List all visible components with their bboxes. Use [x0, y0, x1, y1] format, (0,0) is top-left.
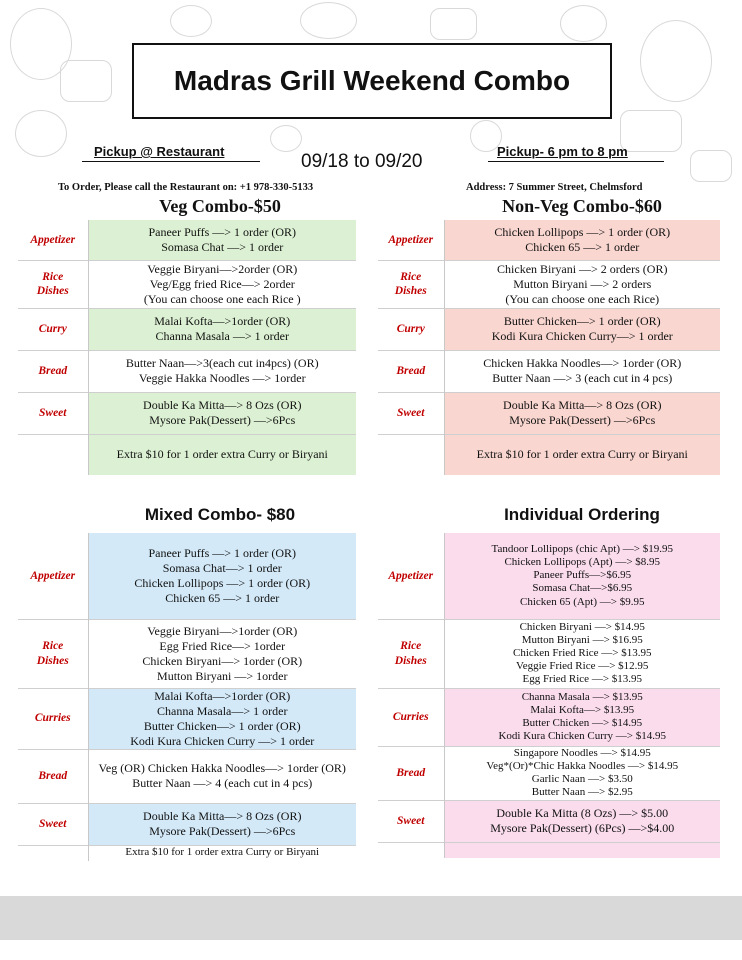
menu-item: Tandoor Lollipops (chic Apt) —> $19.95: [491, 542, 673, 555]
menu-item: Butter Chicken—> 1 order (OR): [143, 718, 301, 733]
nonveg-curry-items: [444, 308, 720, 350]
menu-item: Butter Naan —> 4 (each cut in 4 pcs): [132, 776, 313, 790]
category-label: Appetizer: [30, 569, 76, 582]
menu-item: Mysore Pak(Dessert) —>6Pcs: [509, 413, 656, 427]
individual-row-empty: [378, 842, 720, 858]
veg-row-bread: [18, 350, 356, 392]
mixed-row-extra: [18, 845, 356, 861]
combo-dates: 09/18 to 09/20: [301, 151, 423, 172]
menu-item: Mutton Biryani —> $16.95: [521, 633, 643, 646]
vegetable-doodle: [170, 5, 212, 37]
menu-item: Mutton Biryani —> 2 orders: [513, 276, 652, 291]
category-label-text: Rice Dishes: [394, 640, 427, 667]
menu-item: Veg*(Or)*Chic Hakka Noodles —> $14.95: [486, 759, 679, 772]
menu-item: Chicken Fried Rice —> $13.95: [513, 646, 652, 659]
vegetable-doodle: [620, 110, 682, 152]
menu-item: Butter Chicken—> 1 order (OR): [503, 314, 661, 328]
menu-item: Mysore Pak(Dessert) —>6Pcs: [149, 413, 296, 427]
category-label-text: Rice Dishes: [36, 640, 69, 667]
pickup-location: Pickup @ Restaurant: [94, 144, 225, 159]
individual-row-appetizer: [378, 533, 720, 619]
mixed-row-rice: [18, 619, 356, 688]
menu-item: Kodi Kura Chicken Curry —> 1 order: [130, 733, 315, 748]
menu-item: Butter Naan—>3(each cut in4pcs) (OR): [125, 356, 319, 370]
vegetable-doodle: [60, 60, 112, 102]
category-label: Curries: [378, 688, 444, 746]
mixed-row-appetizer: [18, 533, 356, 619]
nonveg-row-extra: [378, 434, 720, 475]
menu-item: Paneer Puffs —> 1 order (OR): [148, 224, 296, 239]
menu-item: Somasa Chat —> 1 order: [161, 239, 284, 254]
menu-item: Channa Masala —> $13.95: [521, 690, 643, 703]
menu-item: Double Ka Mitta—> 8 Ozs (OR): [503, 398, 662, 412]
individual-ordering-title: Individual Ordering: [504, 505, 660, 524]
menu-item: Chicken Lollipops (Apt) —> $8.95: [504, 555, 661, 568]
nonveg-appetizer-items: [444, 220, 720, 260]
veg-combo-title: Veg Combo-$50: [159, 196, 281, 216]
individual-row-curries: [378, 688, 720, 746]
category-label-text: Rice Dishes: [394, 270, 427, 297]
menu-item: Garlic Naan —> $3.50: [531, 773, 633, 785]
mixed-bread-items: [88, 749, 356, 803]
individual-bread-items: [444, 746, 720, 800]
menu-item: Egg Fried Rice —> $13.95: [522, 673, 643, 686]
mixed-extra-note: [88, 845, 356, 861]
individual-appetizer-items: [444, 533, 720, 619]
menu-item: Veggie Hakka Noodles —> 1order: [138, 371, 306, 385]
menu-item: Malai Kofta—> $13.95: [530, 703, 635, 716]
category-label: Bread: [378, 350, 444, 392]
vegetable-doodle: [640, 20, 712, 102]
category-label: Sweet: [18, 803, 88, 845]
menu-item: Mysore Pak(Dessert) —>6Pcs: [149, 824, 296, 838]
nonveg-row-rice: [378, 260, 720, 308]
menu-item: Chicken 65 —> 1 order: [525, 239, 640, 254]
category-label: [18, 434, 88, 475]
menu-item: Chicken Lollipops —> 1 order (OR): [494, 224, 671, 239]
vegetable-doodle: [430, 8, 477, 40]
mixed-sweet-items: [88, 803, 356, 845]
veg-appetizer-items: [88, 220, 356, 260]
category-label: [378, 260, 444, 308]
menu-item: Somasa Chat—>$6.95: [532, 582, 633, 595]
category-label: Appetizer: [388, 233, 434, 246]
veg-extra-note: [88, 434, 356, 475]
menu-item: Channa Masala —> 1 order: [155, 329, 289, 343]
category-label: [378, 842, 444, 858]
menu-item: (You can choose one each Rice ): [143, 291, 301, 306]
menu-item: Chicken 65 —> 1 order: [165, 590, 280, 605]
nonveg-combo-title: Non-Veg Combo-$60: [502, 196, 662, 216]
individual-row-rice: [378, 619, 720, 688]
veg-combo-table: [18, 220, 356, 475]
menu-item: Butter Naan —> 3 (each cut in 4 pcs): [492, 371, 673, 385]
vegetable-doodle: [15, 110, 67, 157]
veg-row-curry: [18, 308, 356, 350]
category-label: [18, 845, 88, 861]
menu-item: Veggie Biryani—>1order (OR): [147, 623, 298, 638]
veg-rice-items: [88, 260, 356, 308]
vegetable-doodle: [300, 2, 357, 39]
menu-item: Veg/Egg fried Rice—> 2order: [149, 276, 295, 291]
menu-item: Channa Masala—> 1 order: [157, 703, 288, 718]
veg-row-sweet: [18, 392, 356, 434]
category-label: Curry: [378, 308, 444, 350]
menu-item: Double Ka Mitta—> 8 Ozs (OR): [143, 398, 302, 412]
category-label: Bread: [18, 749, 88, 803]
mixed-combo-table: [18, 533, 356, 861]
menu-item: Kodi Kura Chicken Curry—> 1 order: [491, 329, 673, 343]
pickup-time: Pickup- 6 pm to 8 pm: [497, 144, 628, 159]
menu-item: Egg Fried Rice—> 1order: [159, 638, 286, 653]
nonveg-row-curry: [378, 308, 720, 350]
individual-ordering-table: [378, 533, 720, 858]
veg-bread-items: [88, 350, 356, 392]
mixed-rice-items: [88, 619, 356, 688]
category-label: Bread: [378, 746, 444, 800]
individual-sweet-items: [444, 800, 720, 842]
category-label: Appetizer: [388, 569, 434, 582]
menu-item: Malai Kofta—>1order (OR): [154, 688, 291, 703]
individual-row-bread: [378, 746, 720, 800]
mixed-row-bread: [18, 749, 356, 803]
category-label: [18, 260, 88, 308]
mixed-curries-items: [88, 688, 356, 749]
menu-item: Extra $10 for 1 order extra Curry or Biryani: [116, 447, 328, 462]
category-label: Sweet: [378, 800, 444, 842]
menu-item: Somasa Chat—> 1 order: [162, 560, 282, 575]
pickup-location-underline: [82, 161, 260, 162]
category-label: Sweet: [18, 392, 88, 434]
menu-item: Mutton Biryani —> 1order: [157, 668, 288, 683]
vegetable-doodle: [560, 5, 607, 42]
mixed-row-sweet: [18, 803, 356, 845]
category-label: Bread: [18, 350, 88, 392]
nonveg-bread-items: [444, 350, 720, 392]
nonveg-row-appetizer: [378, 220, 720, 260]
category-label: Curries: [18, 688, 88, 749]
menu-item: Kodi Kura Chicken Curry —> $14.95: [498, 730, 666, 743]
menu-item: Malai Kofta—>1order (OR): [154, 314, 291, 328]
menu-item: Chicken Biryani —> 2 orders (OR): [497, 261, 668, 276]
menu-item: Chicken Hakka Noodles—> 1order (OR): [483, 356, 682, 370]
category-label: [378, 434, 444, 475]
individual-curries-items: [444, 688, 720, 746]
veg-row-appetizer: [18, 220, 356, 260]
footer-bar: [0, 896, 742, 940]
menu-item: Paneer Puffs—>$6.95: [533, 569, 632, 582]
menu-title: Madras Grill Weekend Combo: [132, 43, 612, 119]
menu-item: Chicken Biryani—> 1order (OR): [142, 653, 303, 668]
nonveg-rice-items: [444, 260, 720, 308]
pickup-time-underline: [488, 161, 664, 162]
menu-item: Double Ka Mitta (8 Ozs) —> $5.00: [496, 806, 669, 820]
individual-row-sweet: [378, 800, 720, 842]
nonveg-combo-table: [378, 220, 720, 475]
menu-item: Singapore Noodles —> $14.95: [513, 746, 651, 759]
menu-item: Chicken Biryani —> $14.95: [519, 620, 645, 633]
menu-item: Butter Naan —> $2.95: [531, 786, 633, 799]
vegetable-doodle: [270, 125, 302, 152]
nonveg-row-sweet: [378, 392, 720, 434]
menu-item: Veg (OR) Chicken Hakka Noodles—> 1order (OR): [98, 761, 346, 775]
nonveg-row-bread: [378, 350, 720, 392]
category-label: Sweet: [378, 392, 444, 434]
nonveg-sweet-items: [444, 392, 720, 434]
restaurant-address: Address: 7 Summer Street, Chelmsford: [466, 182, 643, 193]
veg-sweet-items: [88, 392, 356, 434]
menu-item: Chicken Lollipops —> 1 order (OR): [134, 575, 311, 590]
menu-item: (You can choose one each Rice): [505, 291, 660, 306]
menu-item: Extra $10 for 1 order extra Curry or Biryani: [125, 846, 320, 859]
menu-item: Mysore Pak(Dessert) (6Pcs) —>$4.00: [490, 821, 675, 835]
veg-curry-items: [88, 308, 356, 350]
veg-row-extra: [18, 434, 356, 475]
menu-item: Butter Chicken —> $14.95: [522, 717, 643, 729]
mixed-combo-title: Mixed Combo- $80: [144, 505, 296, 524]
category-label-text: Rice Dishes: [36, 270, 69, 297]
mixed-row-curries: [18, 688, 356, 749]
category-label: [378, 619, 444, 688]
menu-item: Paneer Puffs —> 1 order (OR): [148, 545, 296, 560]
nonveg-extra-note: [444, 434, 720, 475]
vegetable-doodle: [690, 150, 732, 182]
category-label: [18, 619, 88, 688]
menu-item: Double Ka Mitta—> 8 Ozs (OR): [143, 809, 302, 823]
menu-item: Veggie Fried Rice —> $12.95: [516, 660, 649, 673]
category-label: Appetizer: [30, 233, 76, 246]
menu-item: Veggie Biryani—>2order (OR): [147, 261, 298, 276]
menu-item: Extra $10 for 1 order extra Curry or Biryani: [476, 447, 688, 462]
category-label: Curry: [18, 308, 88, 350]
individual-empty-cell: [444, 842, 720, 858]
mixed-appetizer-items: [88, 533, 356, 619]
menu-item: Chicken 65 (Apt) —> $9.95: [520, 595, 645, 608]
individual-rice-items: [444, 619, 720, 688]
order-phone-note: To Order, Please call the Restaurant on: +1 978-330-5133: [58, 182, 314, 193]
veg-row-rice: [18, 260, 356, 308]
